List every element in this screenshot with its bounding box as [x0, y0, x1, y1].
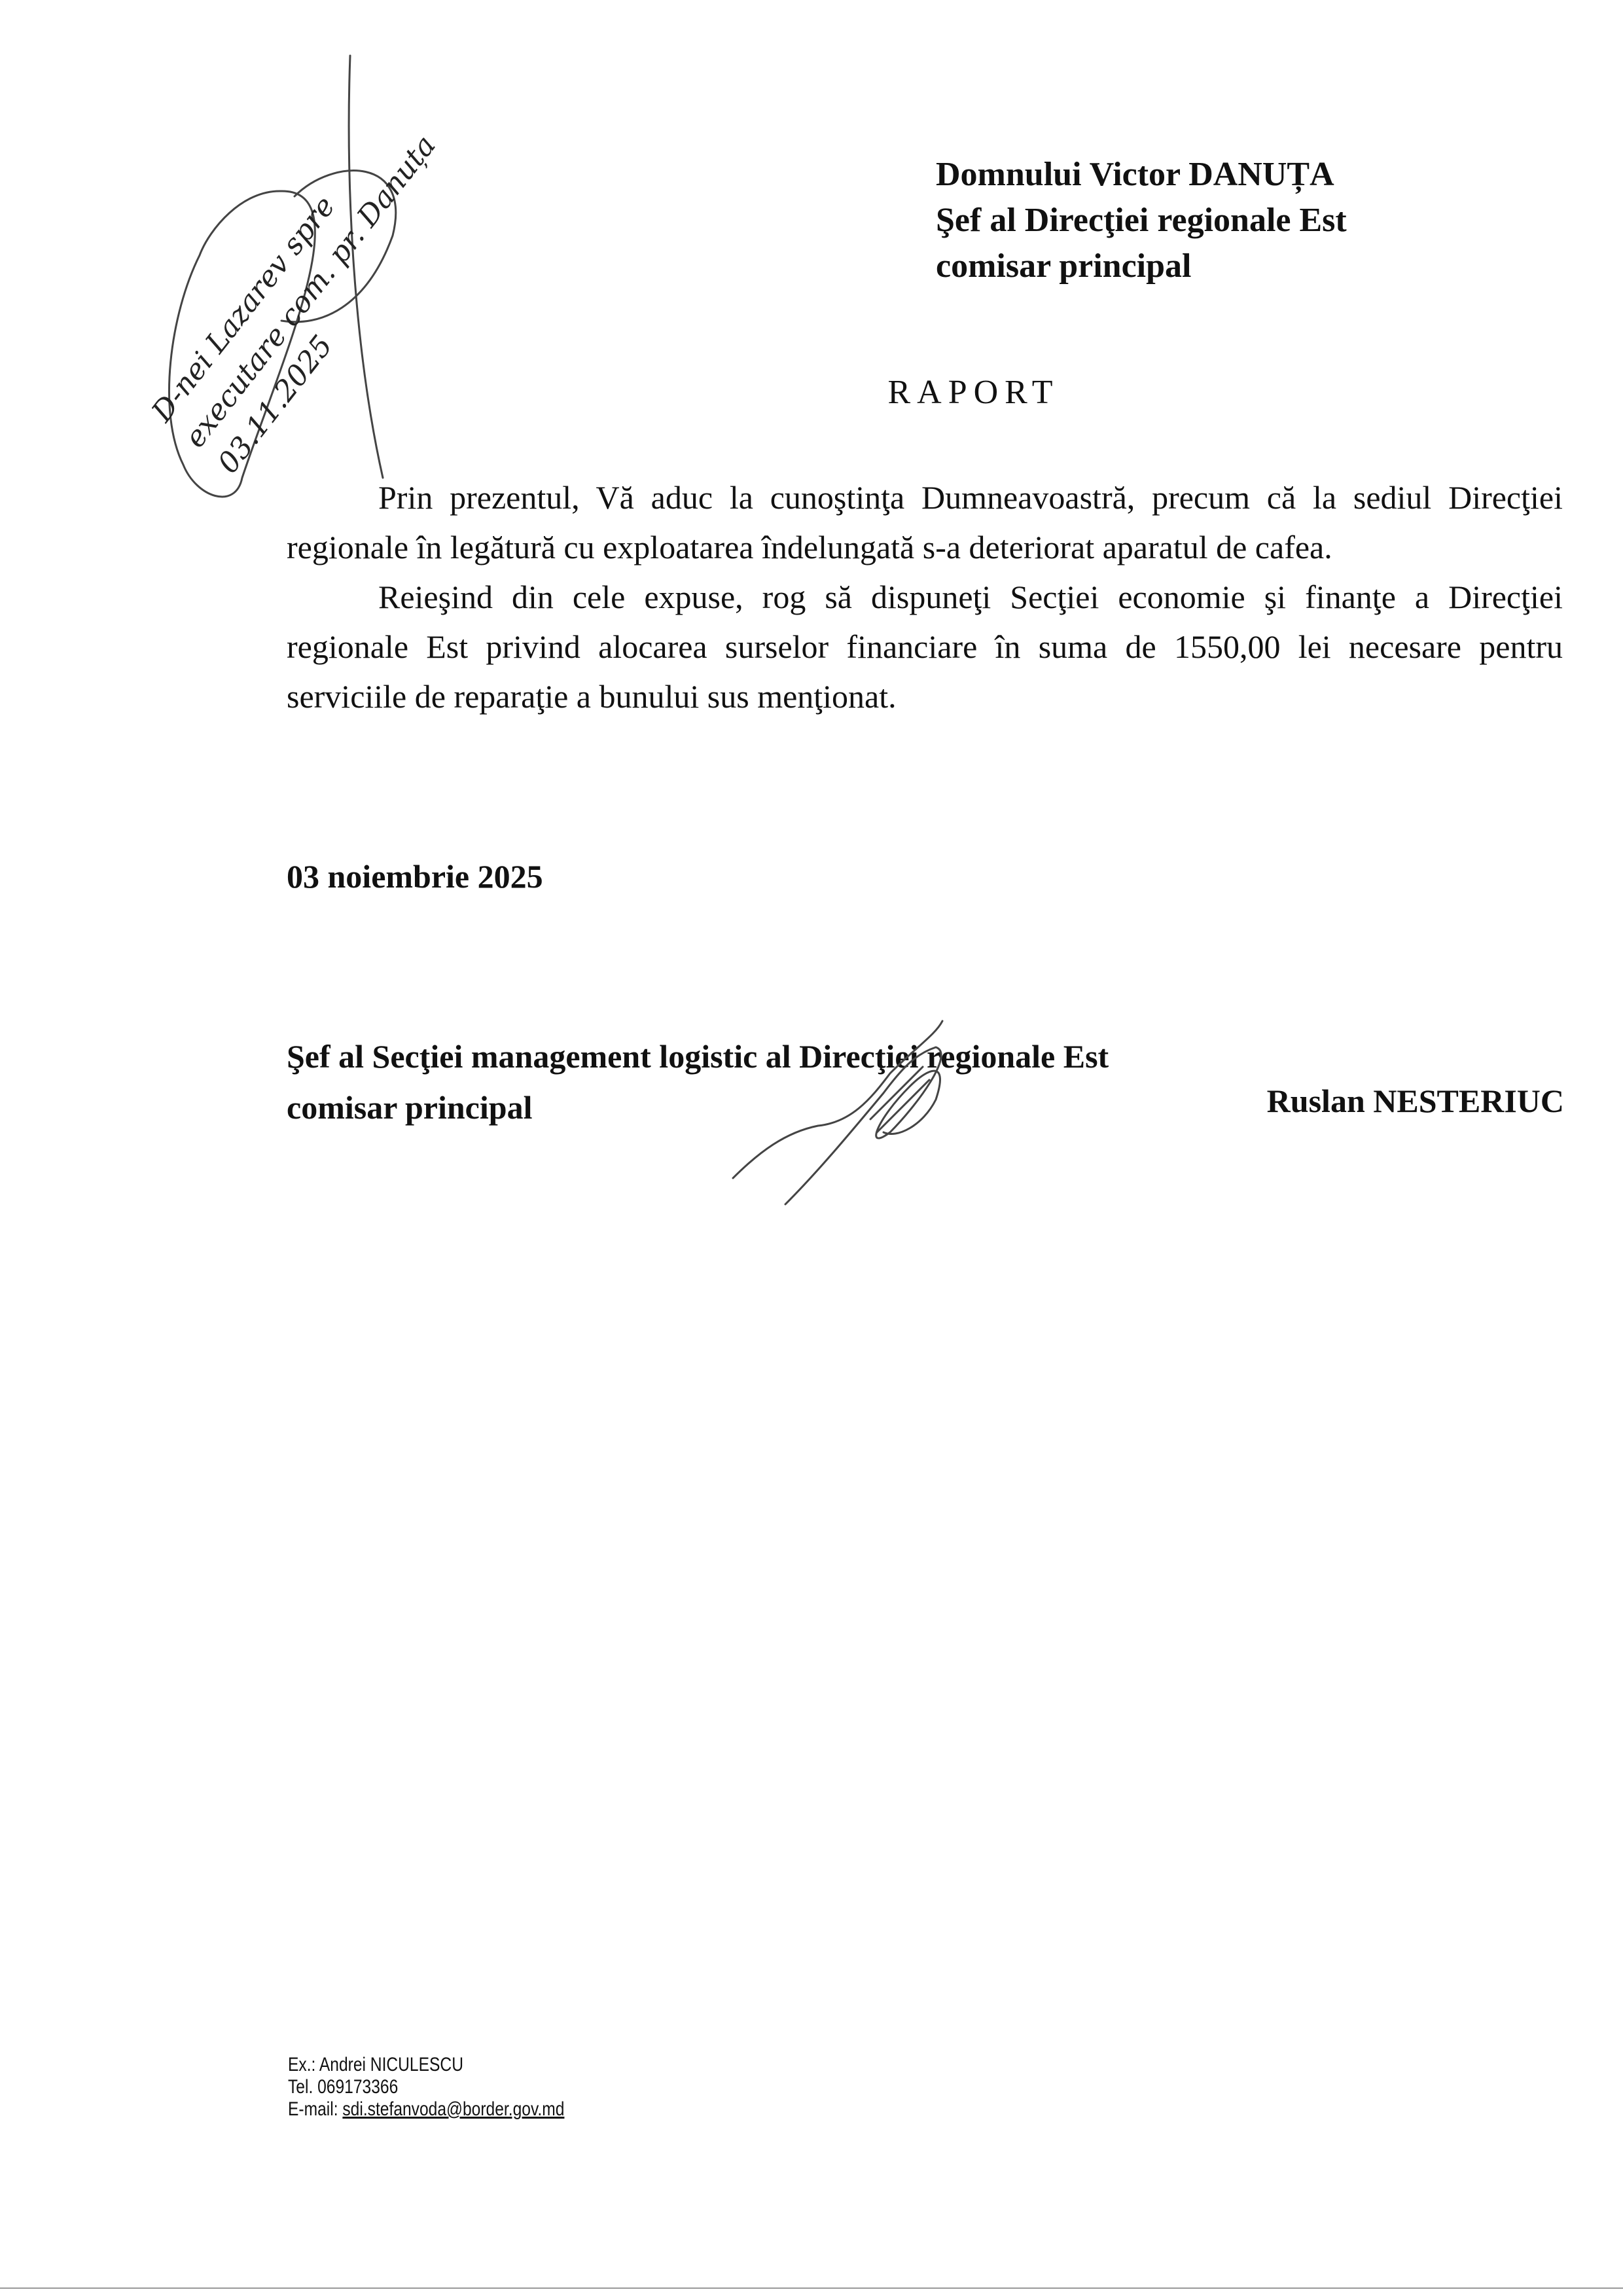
phone-line: Tel. 069173366	[288, 2076, 399, 2098]
email-label: E-mail:	[288, 2098, 343, 2120]
addressee-name: Domnului Victor DANUȚA	[936, 156, 1334, 193]
bottom-rule	[0, 2287, 1623, 2289]
executor-line: Ex.: Andrei NICULESCU	[288, 2054, 463, 2075]
signatory-name: Ruslan NESTERIUC	[1266, 1083, 1564, 1119]
signatory-position-line1: Şef al Secţiei management logistic al Direcţiei regionale Est	[287, 1038, 1109, 1075]
handwritten-resolution-text: D-nei Lazarev spre executare com. pr. Danuța 03.11.2025	[145, 129, 443, 480]
email-link[interactable]: sdi.stefanvoda@border.gov.md	[342, 2098, 565, 2120]
email-line	[288, 2098, 564, 2121]
handwritten-signature	[720, 1008, 1021, 1224]
footer-contact	[288, 2054, 564, 2121]
body-paragraph-2: Reieşind din cele expuse, rog să dispuneţi Secţiei economie şi finanţe a Direcţiei regionale Est privind alocarea surselor financiare în suma de 1550,00 lei necesare pentru serviciile de reparaţie a bunului sus menţionat.	[287, 579, 1563, 715]
addressee-position: Şef al Direcţiei regionale Est	[936, 202, 1347, 239]
addressee-rank: comisar principal	[936, 247, 1192, 285]
addressee-block	[936, 152, 1347, 289]
document-date: 03 noiembrie 2025	[287, 858, 543, 895]
signatory-rank: comisar principal	[287, 1089, 533, 1126]
document-title: RAPORT	[887, 374, 1060, 411]
body-paragraph-1: Prin prezentul, Vă aduc la cunoştinţa Dumneavoastră, precum că la sediul Direcţiei regionale în legătură cu exploatarea îndelungată s-a deteriorat aparatul de cafea.	[287, 479, 1563, 565]
